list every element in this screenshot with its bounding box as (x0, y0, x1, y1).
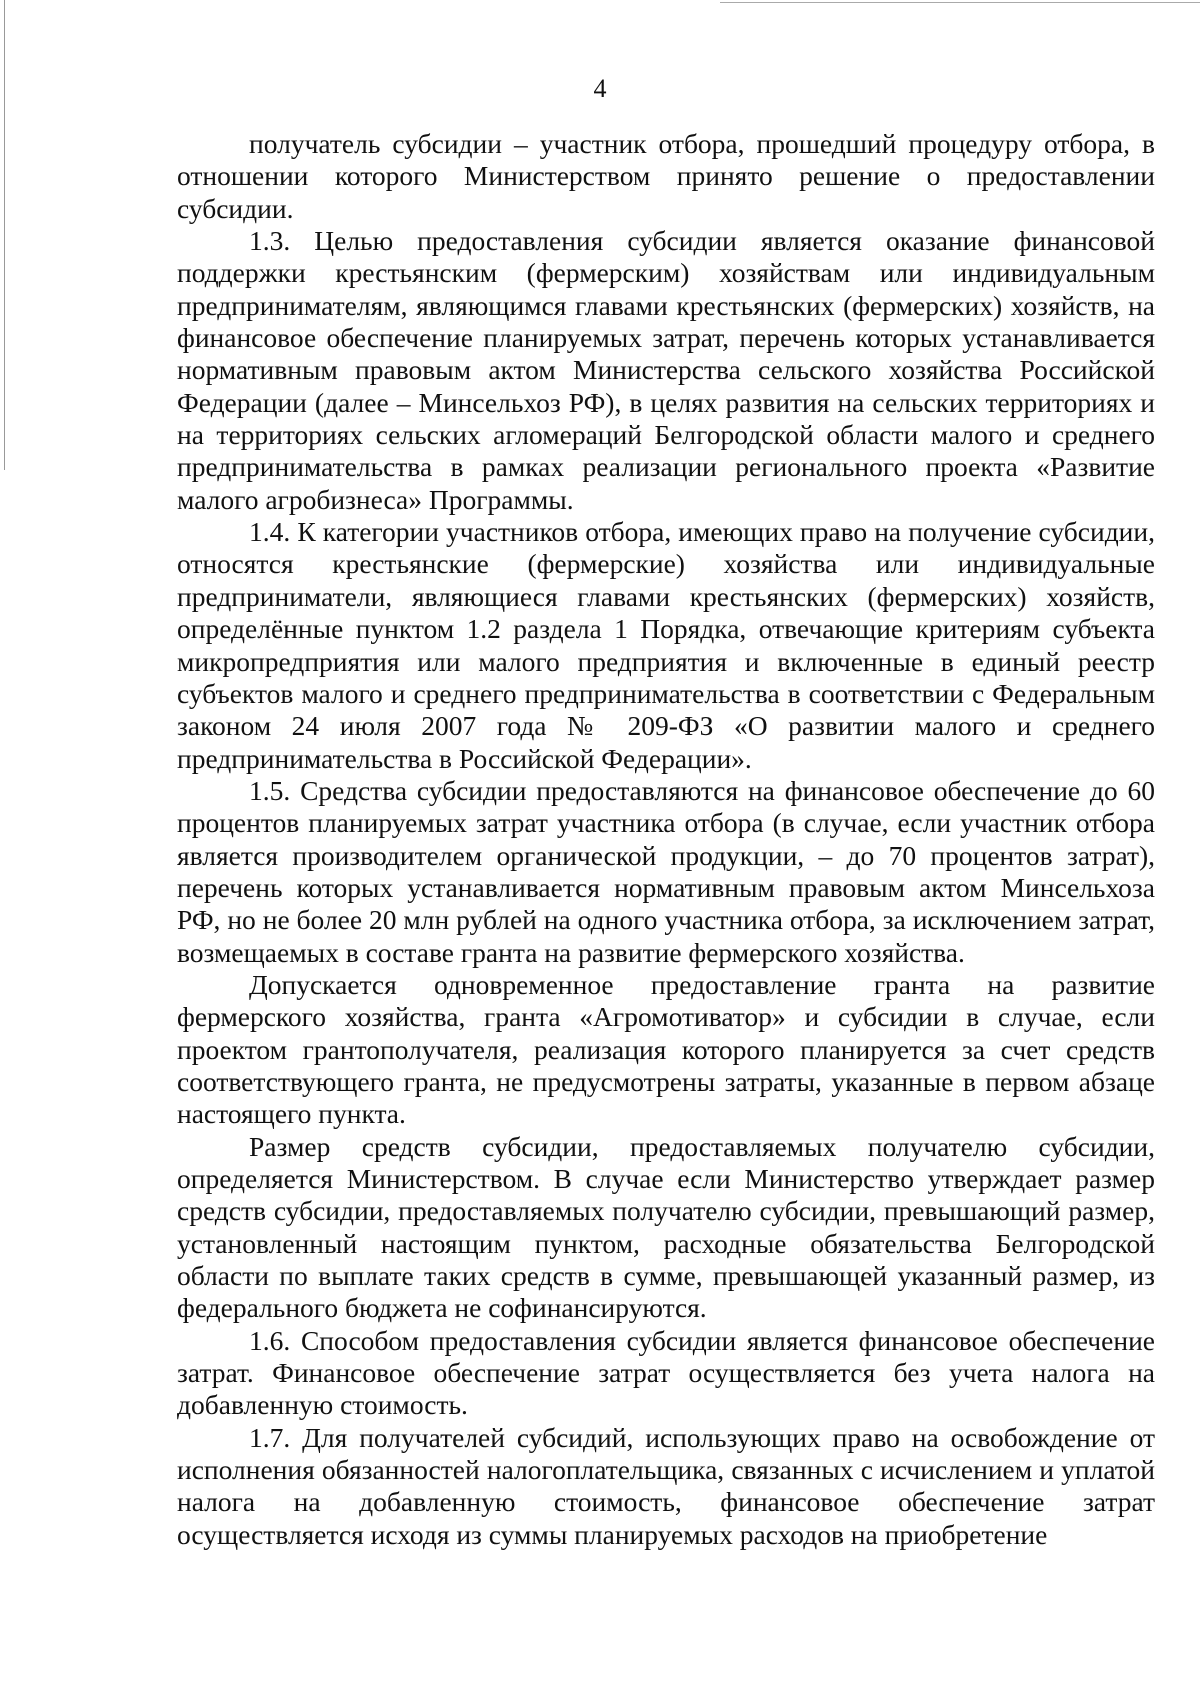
paragraph-1-5-grant-combination: Допускается одновременное предоставление гранта на развитие фермерского хозяйства, гранта «Агромотиватор» и субсидии в случае, если проектом грантополучателя, реализация которого планируется за счет средств соответствующего гранта, не предусмотрены затраты, указанные в первом абзаце настоящего пункта. (177, 968, 1155, 1130)
paragraph-recipient-definition: получатель субсидии – участник отбора, прошедший процедуру отбора, в отношении которого Министерством принято решение о предоставлении субсидии. (177, 128, 1155, 224)
scan-edge-top (720, 2, 1200, 3)
paragraph-1-3-purpose: 1.3. Целью предоставления субсидии является оказание финансовой поддержки крестьянским (фермерским) хозяйствам или индивидуальным предпринимателям, являющимся главами крестьянских (фермерских) хозяйств, на финансовое обеспечение планируемых затрат, перечень которых устанавливается нормативным правовым актом Министерства сельского хозяйства Российской Федерации (далее – Минсельхоз РФ), в целях развития на сельских территориях и на территориях сельских агломераций Белгородской области малого и среднего предпринимательства в рамках реализации регионального проекта «Развитие малого агробизнеса» Программы. (177, 225, 1155, 515)
page-number: 4 (593, 74, 607, 103)
paragraph-1-4-participants: 1.4. К категории участников отбора, имеющих право на получение субсидии, относятся крестьянские (фермерские) хозяйства или индивидуальные предприниматели, являющиеся главами крестьянских (фермерских) хозяйств, определённые пунктом 1.2 раздела 1 Порядка, отвечающие критериям субъекта микропредприятия или малого предприятия и включенные в единый реестр субъектов малого и среднего предпринимательства в соответствии с Федеральным законом 24 июля 2007 года № 209-ФЗ «О развитии малого и среднего предпринимательства в Российской Федерации». (177, 516, 1155, 774)
document-body (177, 128, 1155, 1551)
scan-edge-left (4, 0, 5, 470)
paragraph-1-7-vat-exempt: 1.7. Для получателей субсидий, использующих право на освобождение от исполнения обязанностей налогоплательщика, связанных с исчислением и уплатой налога на добавленную стоимость, финансовое обеспечение затрат осуществляется исходя из суммы планируемых расходов на приобретение (177, 1421, 1155, 1550)
paragraph-1-5-funding: 1.5. Средства субсидии предоставляются на финансовое обеспечение до 60 процентов планируемых затрат участника отбора (в случае, если участник отбора является производителем органической продукции, – до 70 процентов затрат), перечень которых устанавливается нормативным правовым актом Минсельхоза РФ, но не более 20 млн рублей на одного участника отбора, за исключением затрат, возмещаемых в составе гранта на развитие фермерского хозяйства. (177, 774, 1155, 968)
paragraph-1-5-amount: Размер средств субсидии, предоставляемых получателю субсидии, определяется Министерством. В случае если Министерство утверждает размер средств субсидии, предоставляемых получателю субсидии, превышающий размер, установленный настоящим пунктом, расходные обязательства Белгородской области по выплате таких средств в сумме, превышающей указанный размер, из федерального бюджета не софинансируются. (177, 1130, 1155, 1324)
paragraph-1-6-method: 1.6. Способом предоставления субсидии является финансовое обеспечение затрат. Финансовое обеспечение затрат осуществляется без учета налога на добавленную стоимость. (177, 1324, 1155, 1421)
